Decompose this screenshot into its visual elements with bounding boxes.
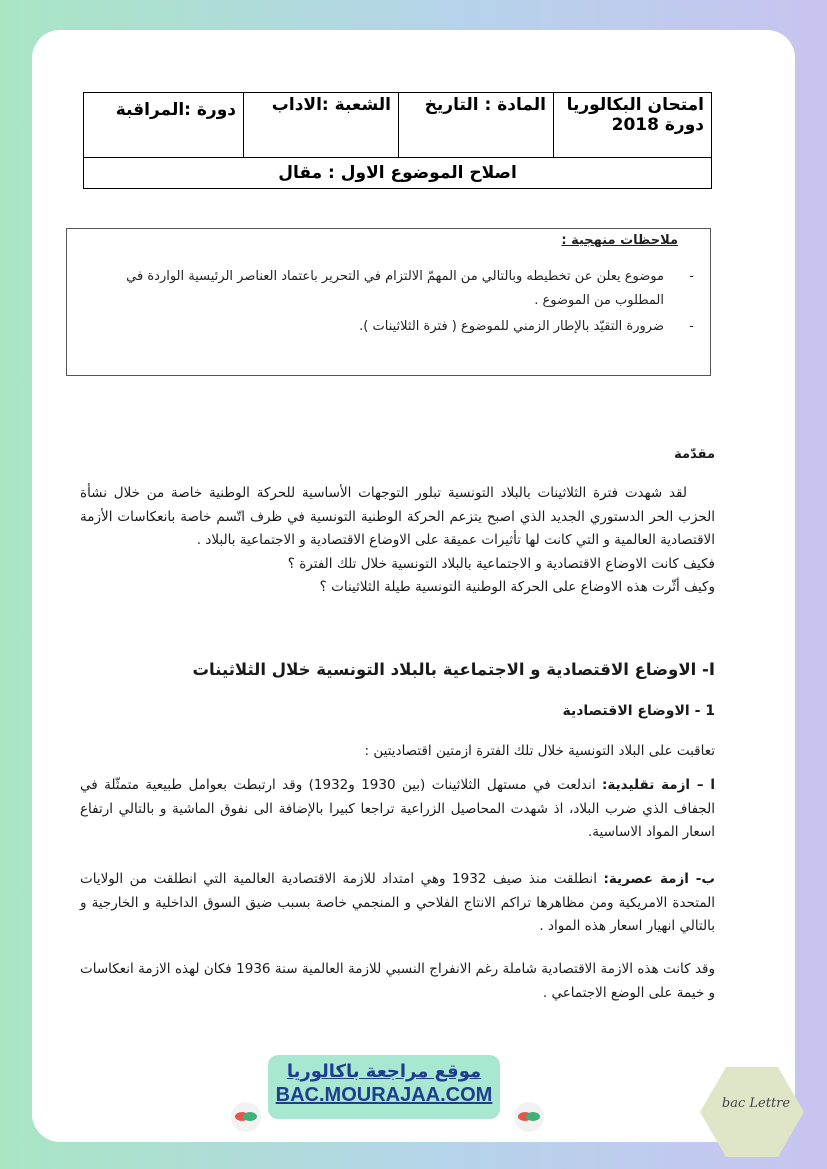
notes-list — [94, 265, 694, 341]
note-item: - موضوع يعلن عن تخطيطه وبالتالي من المهمّ الالتزام في التحرير باعتماد العناصر الرئيسية الواردة في المطلوب من الموضوع . — [94, 265, 694, 313]
crisis-b-label: ب- ازمة عصرية: — [603, 871, 715, 887]
site-banner-link[interactable] — [268, 1055, 500, 1119]
correction-title: اصلاح الموضوع الاول : مقال — [84, 158, 712, 189]
site-logo-icon — [514, 1102, 544, 1132]
crisis-b-text: انطلقت منذ صيف 1932 وهي امتداد للازمة الاقتصادية العالمية التي انطلقت من الولايات المتحدة الامريكية ومن مظاهرها تراكم الانتاج الفلاحي و المنجمي خاصة بسبب ضيق السوق الداخلية و الخارجية و بالتالي انهيار اسعار هذه المواد . — [80, 871, 715, 934]
exam-header-table — [83, 92, 712, 189]
section-1-title-wrap — [80, 660, 715, 679]
crisis-a-label: ا – ازمة تقليدية: — [602, 777, 715, 793]
crisis-a-text: اندلعت في مستهل الثلاثينات (بين 1930 و1932) وقد ارتبطت بعوامل طبيعية متمثّلة في الجفاف الذي ضرب البلاد، اذ شهدت المحاصيل الزراعية تراجعا كبيرا بالإضافة الى نفوق الماشية و بالتالي ارتفاع اسعار المواد الاساسية. — [80, 777, 715, 840]
site-name-arabic: موقع مراجعة باكالوريا — [286, 1061, 482, 1082]
intro-question-1: فكيف كانت الاوضاع الاقتصادية و الاجتماعية بالبلاد التونسية خلال تلك الفترة ؟ — [287, 555, 715, 572]
session-type-cell — [84, 93, 244, 158]
subject-cell — [399, 93, 554, 158]
intro-question-2: وكيف أثّرت هذه الاوضاع على الحركة الوطنية التونسية طيلة الثلاثينات ؟ — [319, 579, 715, 595]
section-1-subtitle: 1 - الاوضاع الاقتصادية — [562, 703, 715, 719]
economic-conclusion: وقد كانت هذه الازمة الاقتصادية شاملة رغم الانفراج النسبي للازمة العالمية سنة 1936 فكان لهذه الازمة انعكاسات و خيمة على الوضع الاجتماعي . — [80, 961, 715, 1001]
intro-heading-wrap — [80, 447, 715, 462]
section-1-lead-wrap — [80, 740, 715, 764]
intro-section — [80, 482, 715, 600]
crisis-a-paragraph — [80, 774, 715, 845]
intro-paragraph: لقد شهدت فترة الثلاثينات بالبلاد التونسية تبلور التوجهات الأساسية للحركة الوطنية خاصة من خلال نشأة الحزب الحر الدستوري الجديد الذي اصبح يتزعم الحركة الوطنية التونسية في ظرف اتّسم خاصة بانعكاسات الأزمة الاقتصادية العالمية و التي كانت لها تأثيرات عميقة على الاوضاع الاقتصادية و الاجتماعية بالبلاد . — [80, 485, 715, 548]
crisis-a-wrap — [80, 774, 715, 845]
site-url: BAC.MOURAJAA.COM — [275, 1084, 493, 1106]
site-logo-icon — [231, 1102, 261, 1132]
crisis-b-paragraph — [80, 868, 715, 939]
subject: المادة : التاريخ — [424, 95, 546, 115]
exam-cell — [554, 93, 712, 158]
intro-heading: مقدّمة — [674, 447, 715, 462]
section-1-title: I- الاوضاع الاقتصادية و الاجتماعية بالبلاد التونسية خلال الثلاثينات — [192, 660, 715, 679]
bac-lettre-badge-text: bac Lettre — [721, 1096, 791, 1111]
methodology-notes-box — [66, 228, 711, 376]
section-1-subtitle-wrap — [80, 703, 715, 719]
note-item: - ضرورة التقيّد بالإطار الزمني للموضوع ( فترة الثلاثينات ). — [94, 315, 694, 339]
branch-cell — [244, 93, 399, 158]
conclusion-wrap — [80, 958, 715, 1005]
session-type: دورة :المراقبة — [115, 100, 236, 120]
crisis-b-wrap — [80, 868, 715, 939]
branch: الشعبة :الاداب — [271, 95, 391, 115]
session-year: دورة 2018 — [611, 115, 704, 135]
section-1-lead: تعاقبت على البلاد التونسية خلال تلك الفترة ازمتين اقتصاديتين : — [364, 743, 715, 759]
exam-name: امتحان البكالوريا — [566, 95, 704, 115]
notes-title: ملاحظات منهجية : — [561, 233, 678, 248]
